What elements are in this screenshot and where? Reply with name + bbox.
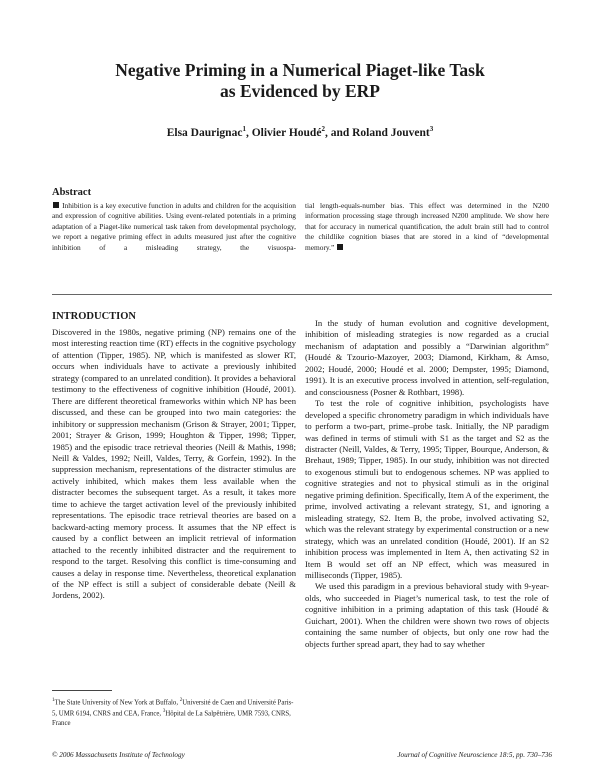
body-paragraph: To test the role of cognitive inhibition, psychologists have developed a specific chronometry paradigm in which individuals have to perform a two-part, prime–probe task. Initially, the NP paradigm was defined in terms of stimuli with S1 as the target and S2 as the distracter (Neill, Valdes, & Terry, 1995; Tipper, Bourque, Anderson, & Brehaut, 1989; Tipper, 1985). In our study, inhibition was not directed to exogenous stimuli but to endogenous schemes. NP was applied to cognitive strategies and not to physical stimuli as in the original negative priming definition. Specifically, Item A of the experiment, the prime, involved activating a relevant strategy, S1, and ignoring a misleading strategy, S2. Item B, the probe, involved activating S2, which was the relevant strategy by experimental construction or a new strategy, which was an unrelated condition (Houdé, 2001). If an S2 inhibition process was implemented in Item A, then activating S2 in Item B would set off an NP effect, which was measured in milliseconds (Tipper, 1985). — [305, 398, 549, 580]
footnote-mark: 3 — [162, 709, 166, 715]
footnote-mark: 1 — [52, 698, 55, 703]
abstract-text-left — [52, 201, 296, 253]
copyright-footer: © 2006 Massachusetts Institute of Technology — [52, 751, 185, 759]
introduction-heading: INTRODUCTION — [52, 311, 137, 322]
affiliation-footnote — [52, 696, 296, 728]
footnote-divider — [52, 690, 112, 691]
author-separator: , and — [324, 126, 353, 139]
author-affiliation-mark: 2 — [321, 125, 325, 133]
footnote-mark: 2 — [179, 698, 183, 703]
author-list — [40, 125, 560, 139]
abstract-heading: Abstract — [52, 187, 92, 198]
footnote-text: Hôpital de La Salpêtrière, UMR 7593, CNRS, France — [52, 710, 291, 727]
paper-title — [40, 60, 560, 102]
section-divider — [52, 294, 552, 295]
footnote-text: Université de Caen and Université Paris-5, UMR 6194, CNRS and CEA, France, — [52, 699, 294, 718]
abstract-left-body: Inhibition is a key executive function in adults and children for the acquisition and expression of cognitive abilities. Using event-related potentials in a priming adaptation of a Piaget-like numerical task taken from developmental psychology, we report a negative priming effect in adults measured just after the cognitive inhibition of a misleading strategy, the visuospa- — [52, 201, 296, 252]
journal-citation-footer: Journal of Cognitive Neuroscience 18:5, pp. 730–736 — [397, 751, 552, 759]
title-line-1: Negative Priming in a Numerical Piaget-like Task — [115, 60, 485, 80]
abstract-text-right — [305, 201, 549, 253]
square-bullet-icon — [53, 202, 59, 208]
author-name: Roland Jouvent — [352, 126, 430, 139]
body-column-right — [305, 318, 549, 778]
footnote-text: The State University of New York at Buffalo, — [54, 699, 180, 707]
body-paragraph: We used this paradigm in a previous behavioral study with 9-year-olds, who succeeded in Piaget’s numerical task, to test the role of cognitive inhibition in a priming adaptation of this task (Houdé & Guichart, 2001). When the children were shown two rows of objects containing the same number of objects, but only one row had the objects further spread apart, they had to say whether — [305, 581, 549, 649]
body-paragraph: In the study of human evolution and cognitive development, inhibition of misleading strategies is now regarded as a crucial mechanism of adaptation and possibly a “Darwinian algorithm” (Houdé & Tzourio-Mazoyer, 2003; Diamond, Kirkham, & Amso, 2002; Houdé, 2000; Houdé et al. 2000; Dempster, 1995; Diamond, 1991). It is an executive process involved in attention, self-regulation, and consciousness (Posner & Rothbart, 1998). — [305, 318, 549, 397]
title-line-2: as Evidenced by ERP — [220, 81, 380, 101]
author-affiliation-mark: 1 — [242, 125, 246, 133]
author-affiliation-mark: 3 — [429, 125, 434, 133]
author-name: Olivier Houdé — [251, 126, 322, 139]
body-paragraph: Discovered in the 1980s, negative priming (NP) remains one of the most interesting reaction time (RT) effects in the cognitive psychology of attention (Tipper, 1985). NP, which is manifested as slower RT, occurs when individuals have to activate a previously inhibited strategy (compared to an unrelated condition). It provides a behavioral testimony to the effectiveness of cognitive inhibition (Houdé, 2001). There are different theoretical frameworks within which NP has been discussed, and these can be grouped into two main categories: the inhibitory or suppression mechanism (Grison & Strayer, 2001; Tipper, 2001; Strayer & Grison, 1999; Houghton & Tipper, 1998; Tipper, 1985) and the episodic trace retrieval theories (Neill & Mathis, 1998; Neill & Valdes, 1992; Neill, Valdes, Terry, & Gorfein, 1992). In the suppression mechanism, representations of the distracter stimulus are actively inhibited, which makes them less available when the distracter becomes the subsequent target. As a result, it takes more time to achieve the target activation level of the previously inhibited representations. The episodic trace retrieval theories are based on a backward-acting memory process. It assumes that the NP effect is caused by a conflict between an implicit retrieval of information attached to the recently inhibited distracter and the requirement to respond to the target. Resolving this conflict is time-consuming and causes a delay in response time. Nevertheless, theoretical explanation of the NP effect is still a subject of considerable debate (Neill & Jordens, 2002). — [52, 327, 296, 601]
body-column-left — [52, 327, 296, 667]
end-square-icon — [337, 244, 343, 250]
abstract-right-body: tial length-equals-number bias. This effect was determined in the N200 information processing stage through increased N200 amplitude. We show here that for accuracy in numerical quantification, the adult brain still had to control the childlike cognition biases that are stored in a kind of “developmental memory.” — [305, 201, 549, 252]
author-separator: , — [245, 126, 252, 139]
author-name: Elsa Daurignac — [166, 126, 243, 139]
